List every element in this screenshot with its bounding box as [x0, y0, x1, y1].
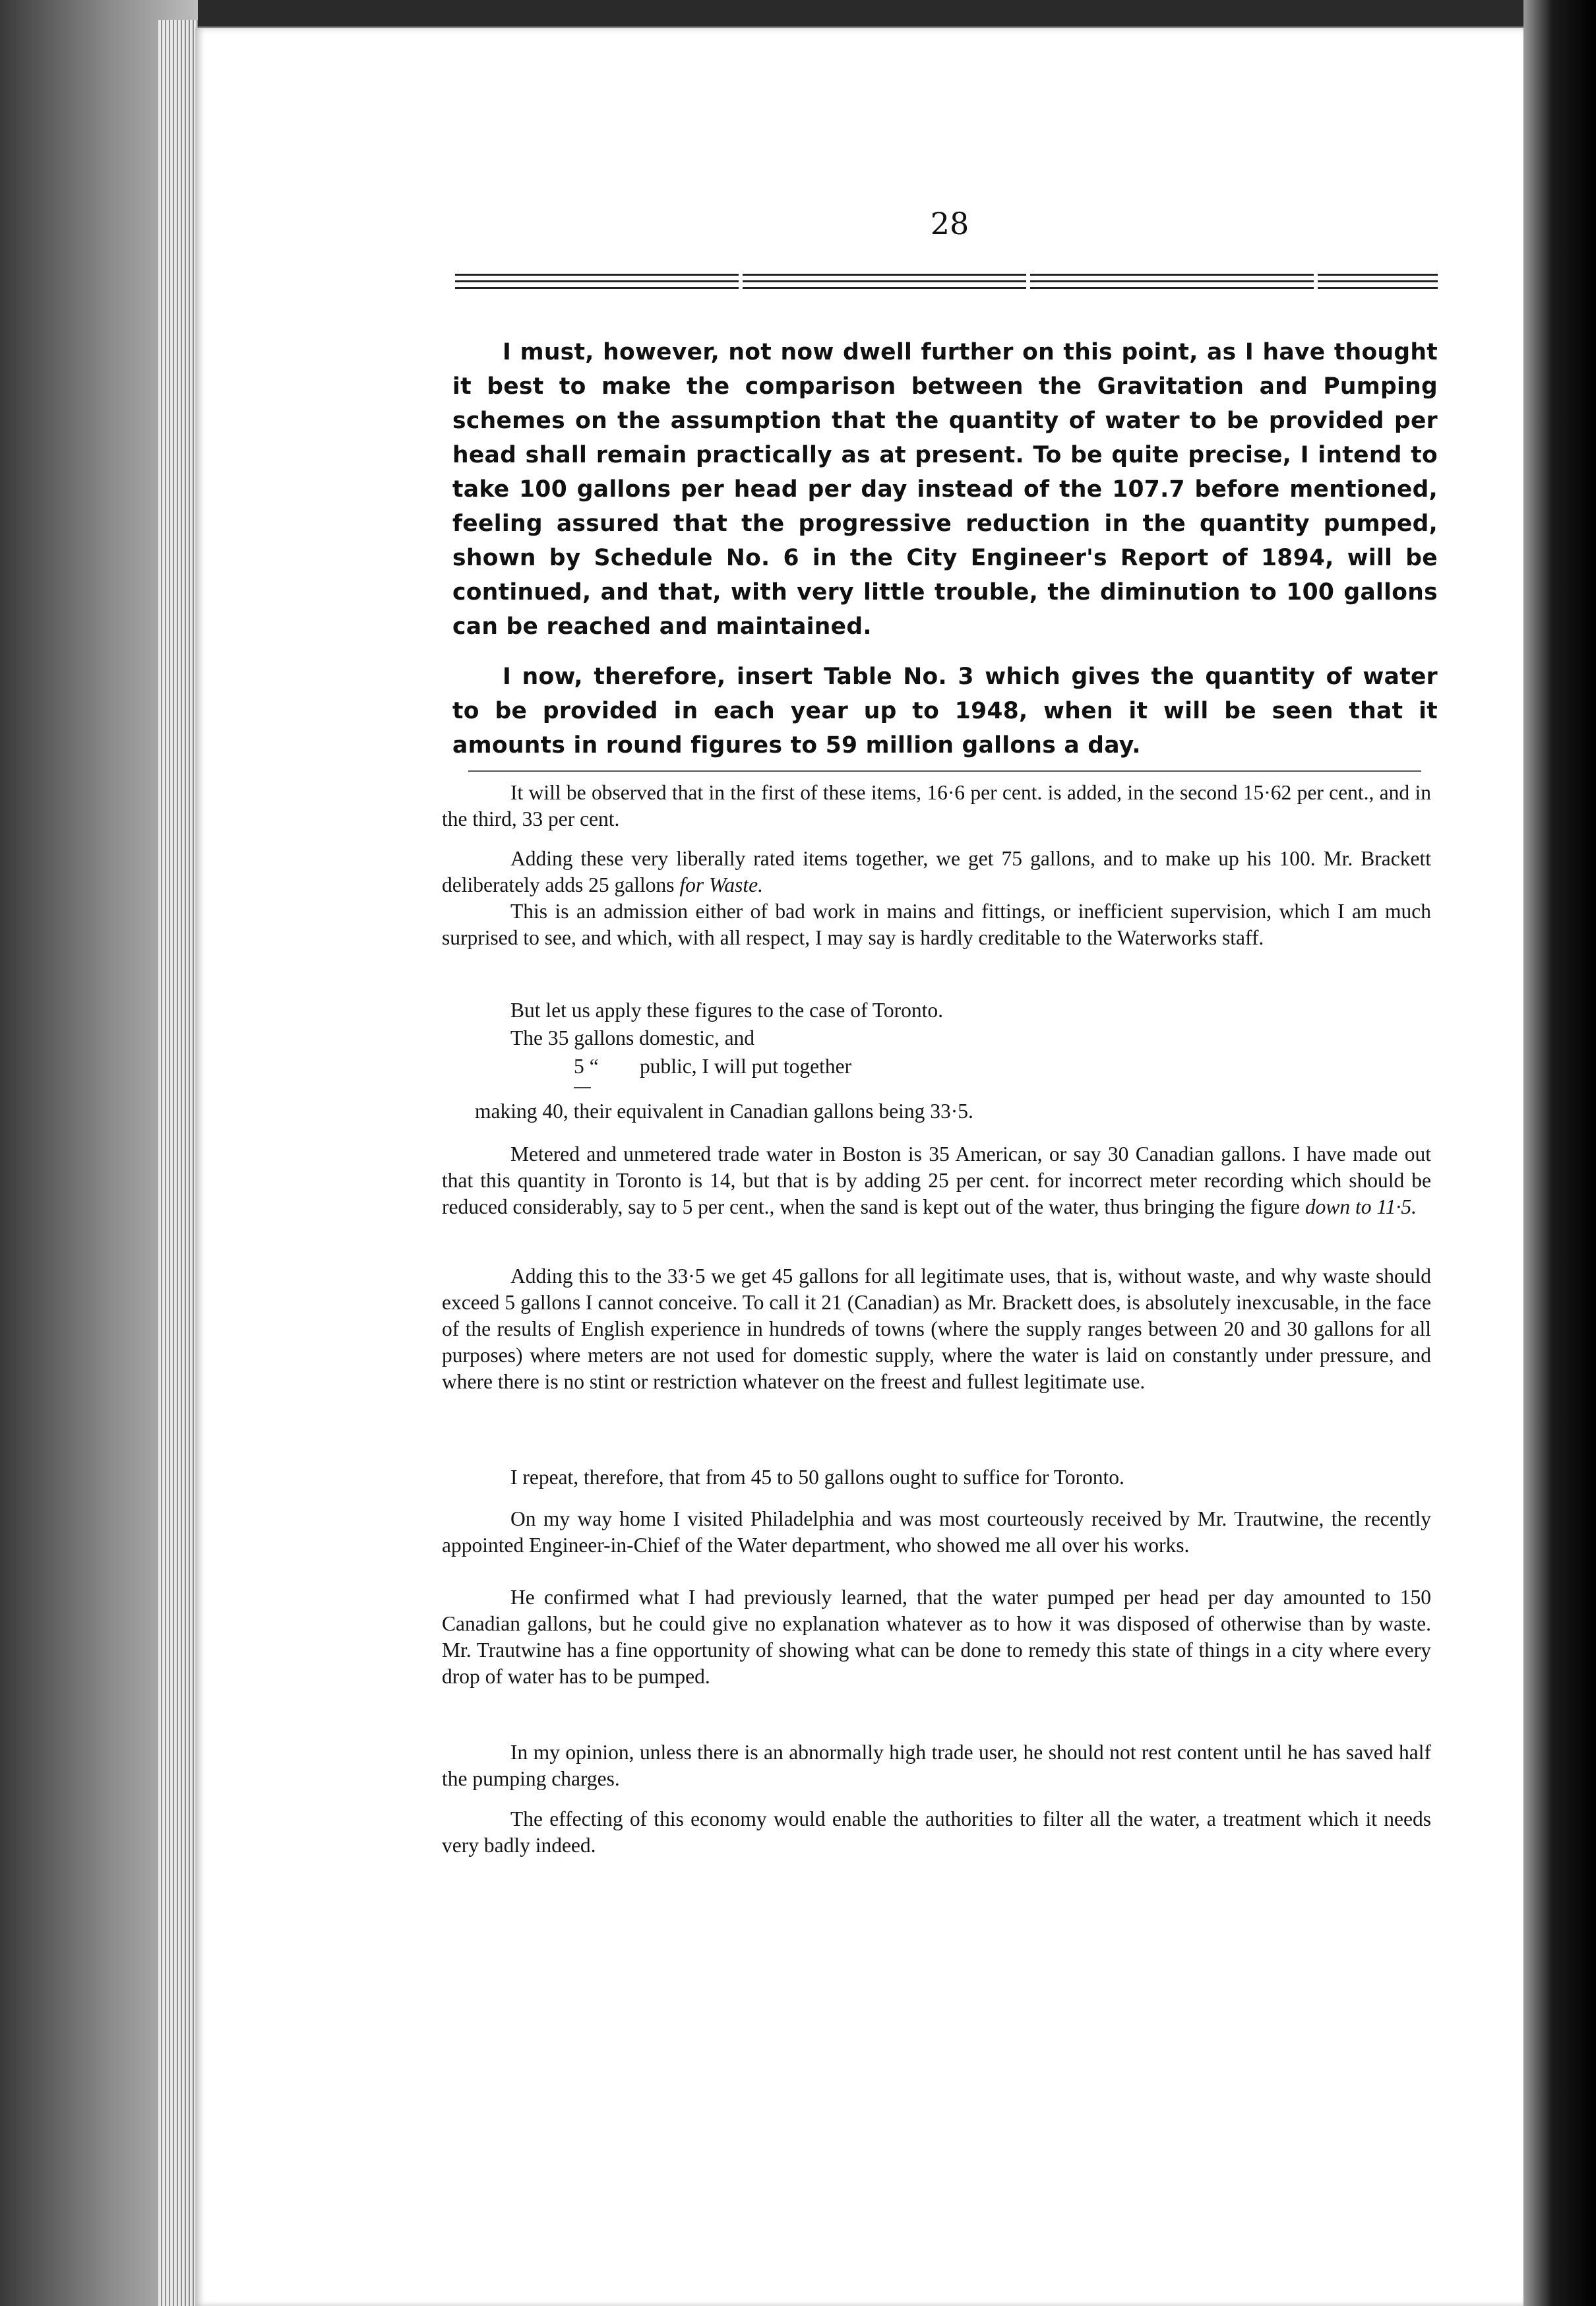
quote-paragraph: [442, 1806, 1431, 1859]
body-paragraph: [452, 660, 1438, 763]
quote-paragraph: [442, 1739, 1431, 1792]
quote-text: It will be observed that in the first of these items, 16·6 per cent. is added, in the second 15·62 per cent., and in the third, 33 per cent.: [442, 781, 1431, 830]
paragraph-text: I must, however, not now dwell further on this point, as I have thought it best to make the comparison between the Gravitation and Pumping schemes on the assumption that the quantity of water to be provided per head shall remain practically as at present. To be quite precise, I intend to take 100 gallons per head per day instead of the 107.7 before mentioned, feeling assured that the progressive reduction in the quantity pumped, shown by Schedule No. 6 in the City Engineer's Report of 1894, will be continued, and that, with very little trouble, the diminution to 100 gallons can be reached and maintained.: [452, 339, 1438, 640]
quote-text: This is an admission either of bad work in mains and fittings, or inefficient supervision, which I am much surprised to see, and which, with all respect, I may say is hardly creditable to the Waterworks staff.: [442, 900, 1431, 949]
quantity-ditto: 5 “: [574, 1055, 599, 1078]
quote-paragraph: [442, 846, 1431, 898]
header-rule-line: [455, 274, 1438, 276]
quote-paragraph: [475, 1098, 1464, 1125]
quote-text-span: Adding these very liberally rated items together, we get 75 gallons, and to make up his 100. Mr. Brackett deliberately adds 25 gallons: [442, 847, 1431, 896]
quote-paragraph: [442, 1584, 1431, 1690]
quote-paragraph: [442, 1506, 1431, 1559]
quote-text: [442, 1141, 1431, 1220]
scan-border-top: [0, 0, 1596, 26]
quote-text: On my way home I visited Philadelphia and was most courteously received by Mr. Trautwine, the recently appointed Engineer-in-Chief of the Water department, who showed me all over his works.: [442, 1507, 1431, 1557]
page-number: 28: [930, 206, 969, 241]
quote-text: making 40, their equivalent in Canadian gallons being 33·5.: [475, 1100, 973, 1123]
quote-paragraph: [442, 898, 1431, 951]
sum-rule: [574, 1087, 591, 1088]
header-double-rule: [455, 274, 1438, 295]
quote-paragraph: [442, 1464, 1431, 1491]
quote-text: But let us apply these figures to the case of Toronto.: [510, 999, 943, 1022]
quote-emphasis: down to 11·5.: [1304, 1195, 1417, 1218]
paragraph-text: I now, therefore, insert Table No. 3 which gives the quantity of water to be provided in each year up to 1948, when it will be seen that it amounts in round figures to 59 million gallons a day.: [452, 664, 1438, 759]
quote-text: [442, 846, 1431, 898]
quote-paragraph: [442, 780, 1431, 832]
quote-text-span: Metered and unmetered trade water in Boston is 35 American, or say 30 Canadian gallons. I have made out that this quantity in Toronto is 14, but that is by adding 25 per cent. for incorrect meter recording which should be reduced considerably, say to 5 per cent., when the sand is kept out of the water, thus bringing the figure: [442, 1142, 1431, 1218]
header-rule-line: [455, 280, 1438, 282]
quote-paragraph: [442, 1263, 1431, 1395]
quote-paragraph: [442, 1025, 1431, 1051]
quote-text: I repeat, therefore, that from 45 to 50 gallons ought to suffice for Toronto.: [510, 1466, 1124, 1489]
quote-text: The effecting of this economy would enable the authorities to filter all the water, a treatment which it needs very badly indeed.: [442, 1807, 1431, 1857]
header-rule-line: [455, 287, 1438, 289]
page-stack-edges: [158, 20, 198, 2306]
quote-paragraph: [442, 997, 1431, 1024]
quote-text: The 35 gallons domestic, and: [510, 1026, 755, 1049]
quote-text-span: public, I will put together: [640, 1055, 852, 1078]
quote-text: Adding this to the 33·5 we get 45 gallons for all legitimate uses, that is, without waste, and why waste should exceed 5 gallons I cannot conceive. To call it 21 (Canadian) as Mr. Brackett does, is absolutely inexcusable, in the face of the results of English experience in hundreds of towns (where the supply ranges between 20 and 30 gallons for all purposes) where meters are not used for domestic supply, where the water is laid on constantly under pressure, and where there is no stint or restriction whatever on the freest and fullest legitimate use.: [442, 1264, 1431, 1393]
quote-text: In my opinion, unless there is an abnormally high trade user, he should not rest content until he has saved half the pumping charges.: [442, 1741, 1431, 1790]
quote-emphasis: for Waste.: [679, 873, 764, 896]
body-paragraph: [452, 335, 1438, 644]
scan-binding-right: [1523, 0, 1596, 2306]
quote-separator-rule: [468, 770, 1421, 772]
quote-paragraph: [442, 1141, 1431, 1220]
quote-text: He confirmed what I had previously learned, that the water pumped per head per day amounted to 150 Canadian gallons, but he could give no explanation whatever as to how it was disposed of otherwise than by waste. Mr. Trautwine has a fine opportunity of showing what can be done to remedy this state of things in a city where every drop of water has to be pumped.: [442, 1586, 1431, 1688]
quote-line: [574, 1053, 1035, 1080]
